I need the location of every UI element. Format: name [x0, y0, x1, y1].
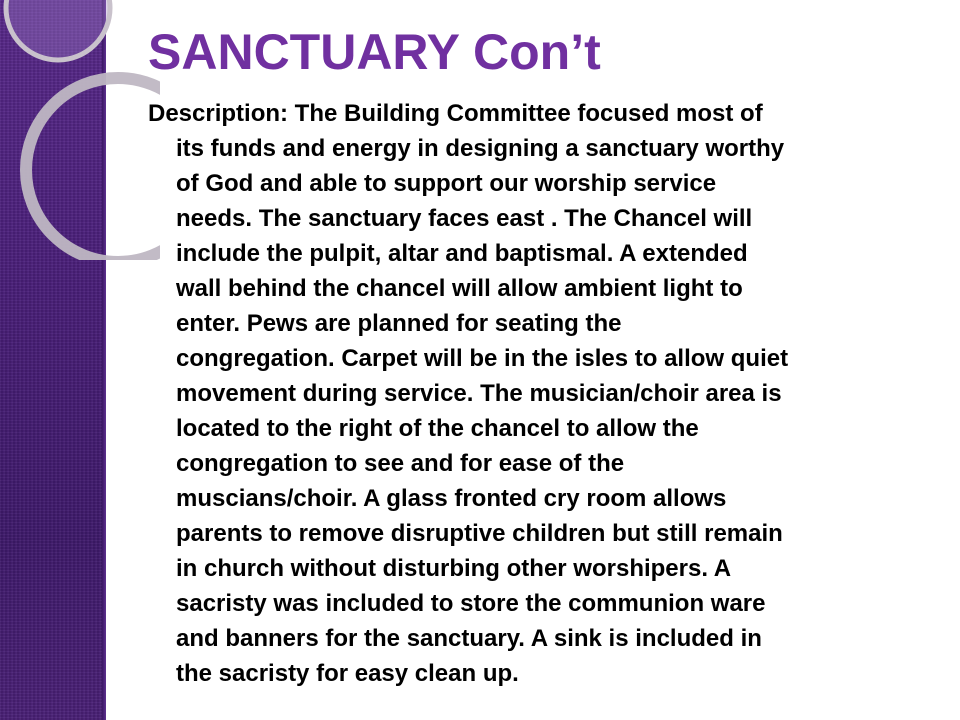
body-line: muscians/choir. A glass fronted cry room allows	[176, 485, 727, 512]
body-line: include the pulpit, altar and baptismal. A extended	[176, 240, 748, 267]
description-paragraph	[148, 96, 908, 691]
large-ring-decoration	[6, 0, 110, 60]
body-line: congregation to see and for ease of the	[176, 450, 625, 477]
lower-ring-decoration	[26, 78, 160, 260]
body-line: of God and able to support our worship service	[176, 170, 717, 197]
body-line: movement during service. The musician/choir area is	[176, 380, 782, 407]
decorative-rings	[0, 0, 160, 260]
body-line: the sacristy for easy clean up.	[176, 660, 519, 687]
body-line: enter. Pews are planned for seating the	[176, 310, 622, 337]
body-line: congregation. Carpet will be in the isles to allow quiet	[176, 345, 789, 372]
body-line: sacristy was included to store the communion ware	[176, 590, 766, 617]
body-line: and banners for the sanctuary. A sink is included in	[176, 625, 762, 652]
body-line: needs. The sanctuary faces east . The Chancel will	[176, 205, 753, 232]
body-line: located to the right of the chancel to allow the	[176, 415, 699, 442]
body-line: wall behind the chancel will allow ambient light to	[176, 275, 743, 302]
body-line: Description: The Building Committee focused most of	[148, 100, 763, 127]
slide-title: SANCTUARY Con’t	[148, 24, 601, 80]
body-line: parents to remove disruptive children but still remain	[176, 520, 783, 547]
body-line: in church without disturbing other worshipers. A	[176, 555, 732, 582]
body-line: its funds and energy in designing a sanctuary worthy	[176, 135, 785, 162]
